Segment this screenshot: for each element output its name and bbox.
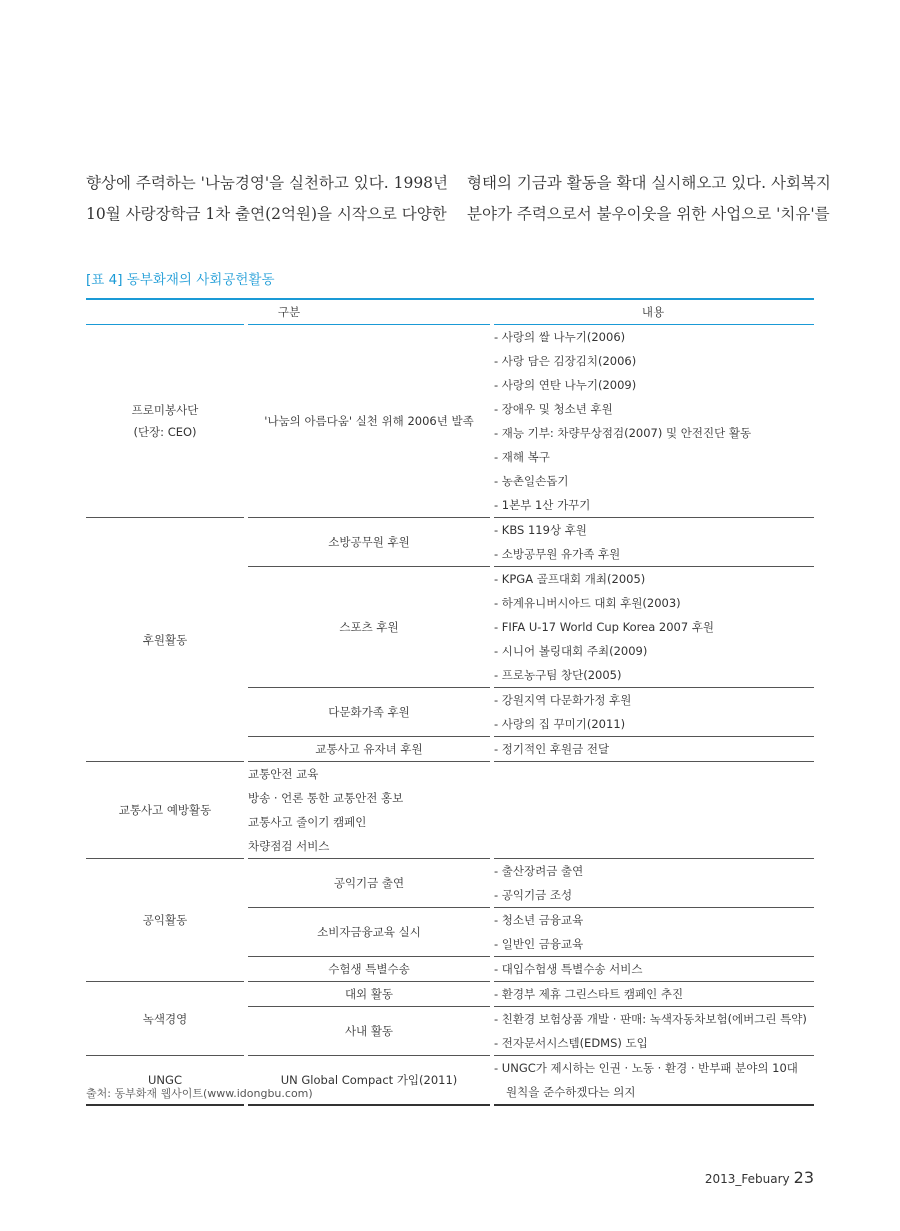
table-row (86, 518, 814, 567)
list-item: - 1본부 1산 가꾸기 (494, 498, 591, 512)
public-exam-items (492, 957, 814, 982)
list-item: - 청소년 금융교육 (494, 913, 584, 927)
intro-right-line-1: 형태의 기금과 활동을 확대 실시해오고 있다. 사회복지 (467, 174, 831, 192)
list-item: - 재해 복구 (494, 450, 550, 464)
public-finance-label: 소비자금융교육 실시 (246, 908, 492, 957)
public-exam-label: 수험생 특별수송 (246, 957, 492, 982)
page-number: 23 (793, 1168, 814, 1187)
list-item: - 대입수험생 특별수송 서비스 (494, 962, 643, 976)
table-source: 출처: 동부화재 웹사이트(www.idongbu.com) (86, 1087, 313, 1100)
ungc-line-1: - UNGC가 제시하는 인권 · 노동 · 환경 · 반부패 분야의 10대 (494, 1061, 798, 1075)
list-item: - 소방공무원 유가족 후원 (494, 547, 621, 561)
promi-desc: '나눔의 아름다움' 실천 위해 2006년 발족 (246, 325, 492, 518)
intro-right-column (467, 168, 831, 230)
list-item: 교통안전 교육 (248, 767, 319, 781)
ungc-desc: UN Global Compact 가입(2011) (246, 1056, 492, 1106)
table-row (86, 982, 814, 1007)
list-item: - 시니어 볼링대회 주최(2009) (494, 644, 648, 658)
list-item: - 장애우 및 청소년 후원 (494, 402, 613, 416)
list-item: - 전자문서시스템(EDMS) 도입 (494, 1036, 648, 1050)
list-item: - 프로농구팀 창단(2005) (494, 668, 622, 682)
page-footer (705, 1168, 814, 1187)
public-fund-items (492, 859, 814, 908)
list-item: - 사랑의 연탄 나누기(2009) (494, 378, 637, 392)
support-sports-items (492, 567, 814, 688)
ungc-item (494, 1056, 814, 1104)
traffic-name: 교통사고 예방활동 (86, 762, 246, 859)
ungc-items (492, 1056, 814, 1106)
green-internal-items (492, 1007, 814, 1056)
promi-name: 프로미봉사단 (131, 403, 199, 417)
list-item: - 농촌일손돕기 (494, 474, 569, 488)
list-item: 교통사고 줄이기 캠페인 (248, 815, 367, 829)
list-item: 차량점검 서비스 (248, 839, 330, 853)
green-internal-label: 사내 활동 (246, 1007, 492, 1056)
support-multicultural-label: 다문화가족 후원 (246, 688, 492, 737)
green-external-items (492, 982, 814, 1007)
row-promi-name (86, 325, 246, 518)
social-contribution-table (86, 298, 814, 1106)
ungc-line-2: 원칙을 준수하겠다는 의지 (506, 1085, 636, 1099)
list-item: - 환경부 제휴 그린스타트 캠페인 추진 (494, 987, 684, 1001)
support-sports-label: 스포츠 후원 (246, 567, 492, 688)
list-item: - 사랑의 집 꾸미기(2011) (494, 717, 626, 731)
list-item: - 공익기금 조성 (494, 888, 573, 902)
support-accident-label: 교통사고 유자녀 후원 (246, 737, 492, 762)
table-title: [표 4] 동부화재의 사회공헌활동 (86, 272, 275, 288)
list-item: - 사랑 담은 김장김치(2006) (494, 354, 637, 368)
intro-left-line-1: 향상에 주력하는 '나눔경영'을 실천하고 있다. 1998년 (86, 174, 449, 192)
issue-label: 2013_Febuary (704, 1172, 790, 1186)
traffic-items (246, 762, 814, 859)
public-name: 공익활동 (86, 859, 246, 982)
list-item: - 정기적인 후원금 전달 (494, 742, 610, 756)
ungc-name: UNGC (86, 1056, 246, 1106)
support-firefighter-label: 소방공무원 후원 (246, 518, 492, 567)
intro-left-line-2: 10월 사랑장학금 1차 출연(2억원)을 시작으로 다양한 (86, 205, 447, 223)
list-item: - 일반인 금융교육 (494, 937, 584, 951)
list-item: - 사랑의 쌀 나누기(2006) (494, 330, 626, 344)
intro-right-line-2: 분야가 주력으로서 불우이웃을 위한 사업으로 '치유'를 (467, 205, 830, 223)
list-item: 방송 · 언론 통한 교통안전 홍보 (248, 791, 404, 805)
list-item: - 하계유니버시아드 대회 후원(2003) (494, 596, 681, 610)
green-external-label: 대외 활동 (246, 982, 492, 1007)
header-category: 구분 (86, 299, 492, 325)
promi-sub: (단장: CEO) (133, 425, 197, 439)
table-header-row (86, 299, 814, 325)
support-name: 후원활동 (86, 518, 246, 762)
list-item: - KBS 119상 후원 (494, 523, 587, 537)
table-row (86, 762, 814, 859)
public-finance-items (492, 908, 814, 957)
list-item: - 출산장려금 출연 (494, 864, 584, 878)
intro-left-column (86, 168, 448, 230)
list-item: - KPGA 골프대회 개최(2005) (494, 572, 646, 586)
support-accident-items (492, 737, 814, 762)
list-item: - 친환경 보험상품 개발 · 판매: 녹색자동차보험(에버그린 특약) (494, 1012, 807, 1026)
table-row (86, 859, 814, 908)
green-name: 녹색경영 (86, 982, 246, 1056)
public-fund-label: 공익기금 출연 (246, 859, 492, 908)
support-firefighter-items (492, 518, 814, 567)
list-item: - FIFA U-17 World Cup Korea 2007 후원 (494, 620, 715, 634)
list-item: - 강원지역 다문화가정 후원 (494, 693, 632, 707)
header-content: 내용 (492, 299, 814, 325)
support-multicultural-items (492, 688, 814, 737)
list-item: - 재능 기부: 차량무상점검(2007) 및 안전진단 활동 (494, 426, 752, 440)
table-row (86, 325, 814, 518)
promi-items (492, 325, 814, 518)
